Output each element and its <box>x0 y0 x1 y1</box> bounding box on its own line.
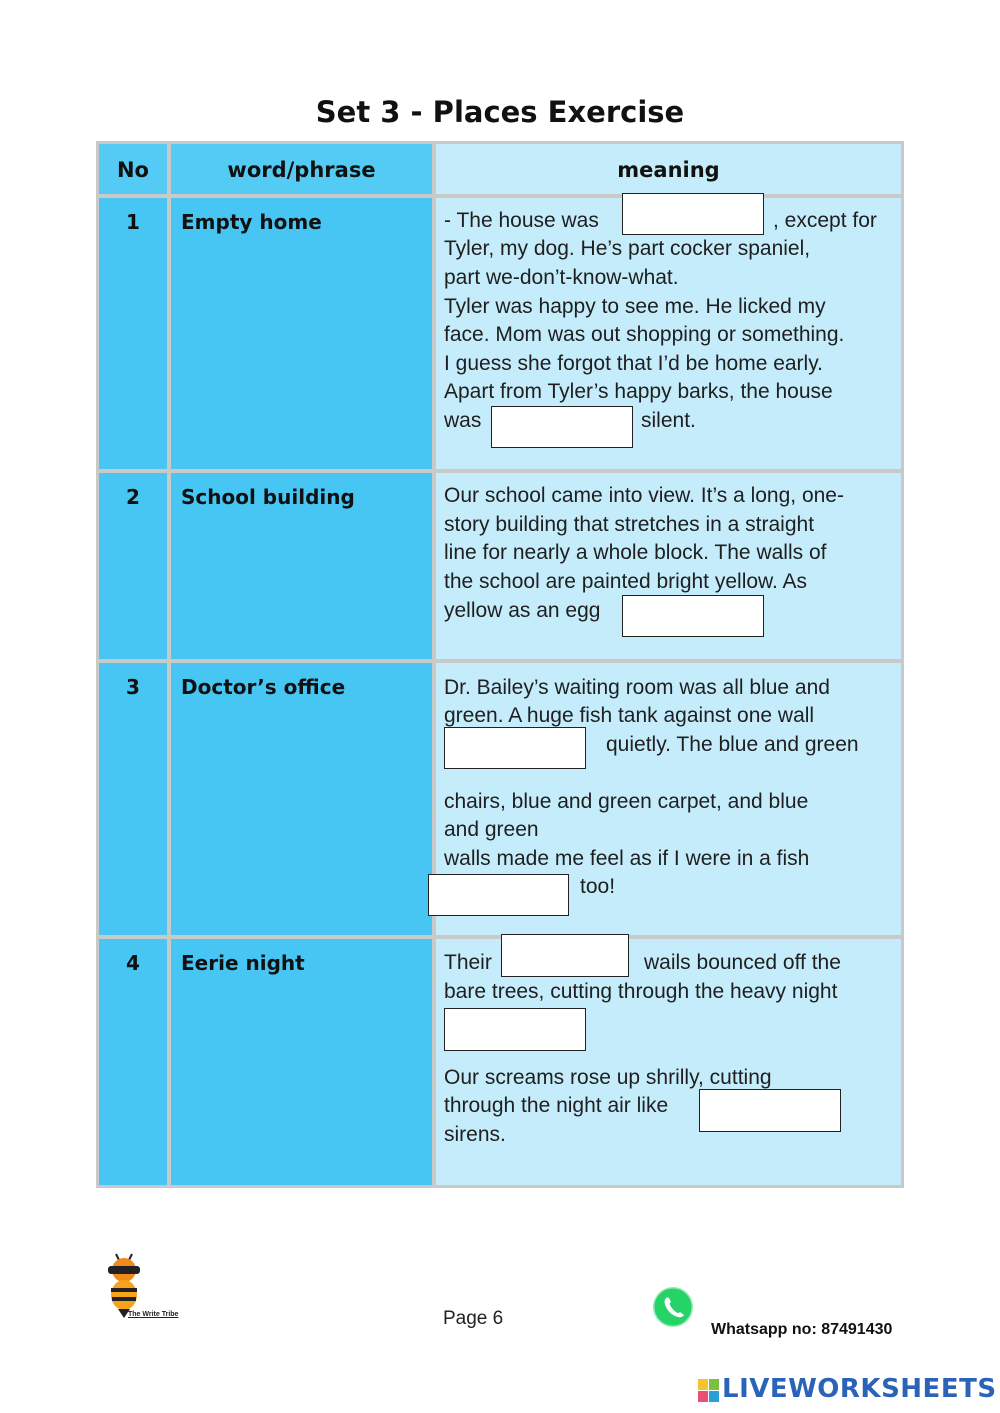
answer-blank[interactable] <box>501 934 629 977</box>
meaning-text: Their <box>444 951 492 974</box>
meaning-text: through the night air like <box>444 1094 669 1117</box>
meaning-text: Tyler was happy to see me. He licked my <box>444 295 826 318</box>
meaning-text: , except for <box>773 209 877 232</box>
meaning-text: sirens. <box>444 1123 506 1146</box>
meaning-text: Tyler, my dog. He’s part cocker spaniel, <box>444 237 811 260</box>
row-number: 3 <box>99 663 167 935</box>
row-word: Empty home <box>171 198 432 469</box>
meaning-text: was <box>444 409 482 432</box>
answer-blank[interactable] <box>622 193 764 235</box>
meaning-text: Our school came into view. It’s a long, one- <box>444 484 844 507</box>
answer-blank[interactable] <box>444 1008 586 1051</box>
meaning-text: Apart from Tyler’s happy barks, the house <box>444 380 833 403</box>
meaning-text: Our screams rose up shrilly, cutting <box>444 1066 772 1089</box>
liveworksheets-logo-icon <box>698 1379 720 1403</box>
header-no: No <box>99 144 167 194</box>
meaning-text: chairs, blue and green carpet, and blue <box>444 790 809 813</box>
meaning-text: Dr. Bailey’s waiting room was all blue and <box>444 676 830 699</box>
row-number: 4 <box>99 939 167 1185</box>
page-number: Page 6 <box>443 1308 504 1329</box>
meaning-text: the school are painted bright yellow. As <box>444 570 808 593</box>
bee-mascot-icon <box>98 1250 150 1320</box>
meaning-text: quietly. The blue and green <box>606 733 859 756</box>
meaning-text: - The house was <box>444 209 599 232</box>
header-word: word/phrase <box>171 144 432 194</box>
answer-blank[interactable] <box>491 406 633 448</box>
meaning-text: green. A huge fish tank against one wall <box>444 704 815 727</box>
meaning-text: walls made me feel as if I were in a fish <box>444 847 810 870</box>
meaning-text: silent. <box>641 409 696 432</box>
meaning-text: and green <box>444 818 539 841</box>
row-word: Doctor’s office <box>171 663 432 935</box>
answer-blank[interactable] <box>444 727 586 769</box>
row-number: 1 <box>99 198 167 469</box>
answer-blank[interactable] <box>428 874 569 916</box>
whatsapp-number: Whatsapp no: 87491430 <box>711 1321 893 1338</box>
meaning-text: yellow as an egg <box>444 599 601 622</box>
meaning-text: bare trees, cutting through the heavy night <box>444 980 838 1003</box>
meaning-text: too! <box>580 875 616 898</box>
meaning-text: face. Mom was out shopping or something. <box>444 323 845 346</box>
meaning-text: line for nearly a whole block. The walls of <box>444 541 827 564</box>
answer-blank[interactable] <box>622 595 764 637</box>
row-word: School building <box>171 473 432 659</box>
meaning-text: I guess she forgot that I’d be home early. <box>444 352 823 375</box>
meaning-text: wails bounced off the <box>644 951 841 974</box>
liveworksheets-brand[interactable]: LIVEWORKSHEETS <box>722 1374 997 1404</box>
page-title: Set 3 - Places Exercise <box>315 95 685 129</box>
meaning-text: part we-don’t-know-what. <box>444 266 679 289</box>
row-number: 2 <box>99 473 167 659</box>
whatsapp-icon <box>651 1285 695 1329</box>
row-word: Eerie night <box>171 939 432 1185</box>
header-meaning: meaning <box>436 144 901 194</box>
answer-blank[interactable] <box>699 1089 841 1132</box>
logo-caption: The Write Tribe <box>128 1311 179 1318</box>
meaning-text: story building that stretches in a straight <box>444 513 815 536</box>
